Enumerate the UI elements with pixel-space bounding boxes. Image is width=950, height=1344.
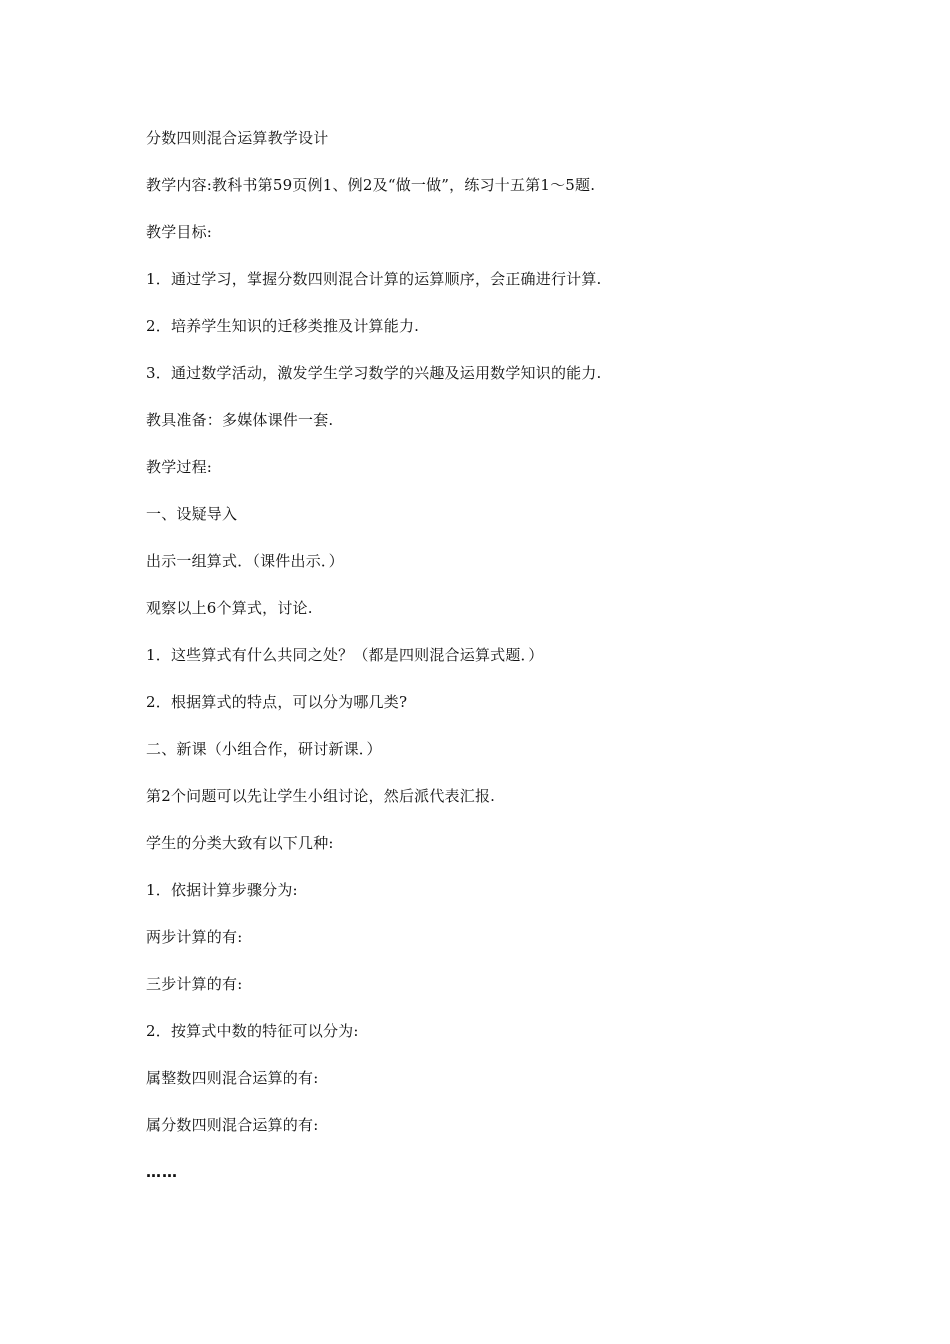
paragraph-observe: 观察以上6个算式，讨论. [146, 599, 313, 617]
document-title: 分数四则混合运算教学设计 [146, 129, 329, 147]
integer-operations-label: 属整数四则混合运算的有: [146, 1069, 319, 1087]
goal-item-2: 2．培养学生知识的迁移类推及计算能力. [146, 317, 420, 335]
section-1-heading: 一、设疑导入 [146, 505, 238, 523]
teaching-process-heading: 教学过程: [146, 458, 213, 476]
ellipsis: …… [146, 1163, 178, 1181]
question-item-1: 1．这些算式有什么共同之处？（都是四则混合运算式题．） [146, 646, 544, 664]
three-step-label: 三步计算的有: [146, 975, 243, 993]
document-body [146, 124, 846, 1205]
question-item-2: 2．根据算式的特点，可以分为哪几类? [146, 693, 408, 711]
teaching-content: 教学内容:教科书第59页例1、例2及“做一做”，练习十五第1～5题. [146, 176, 596, 194]
goal-item-1: 1．通过学习，掌握分数四则混合计算的运算顺序，会正确进行计算. [146, 270, 602, 288]
paragraph-show-expressions: 出示一组算式．（课件出示．） [146, 552, 344, 570]
fraction-operations-label: 属分数四则混合运算的有: [146, 1116, 319, 1134]
paragraph-classification: 学生的分类大致有以下几种: [146, 834, 334, 852]
section-2-heading: 二、新课（小组合作，研讨新课．） [146, 740, 382, 758]
teaching-goals-heading: 教学目标: [146, 223, 213, 241]
two-step-label: 两步计算的有: [146, 928, 243, 946]
teaching-materials: 教具准备：多媒体课件一套. [146, 411, 334, 429]
goal-item-3: 3．通过数学活动，激发学生学习数学的兴趣及运用数学知识的能力. [146, 364, 602, 382]
classification-item-1: 1．依据计算步骤分为: [146, 881, 298, 899]
classification-item-2: 2．按算式中数的特征可以分为: [146, 1022, 359, 1040]
paragraph-group-discussion: 第2个问题可以先让学生小组讨论，然后派代表汇报. [146, 787, 496, 805]
